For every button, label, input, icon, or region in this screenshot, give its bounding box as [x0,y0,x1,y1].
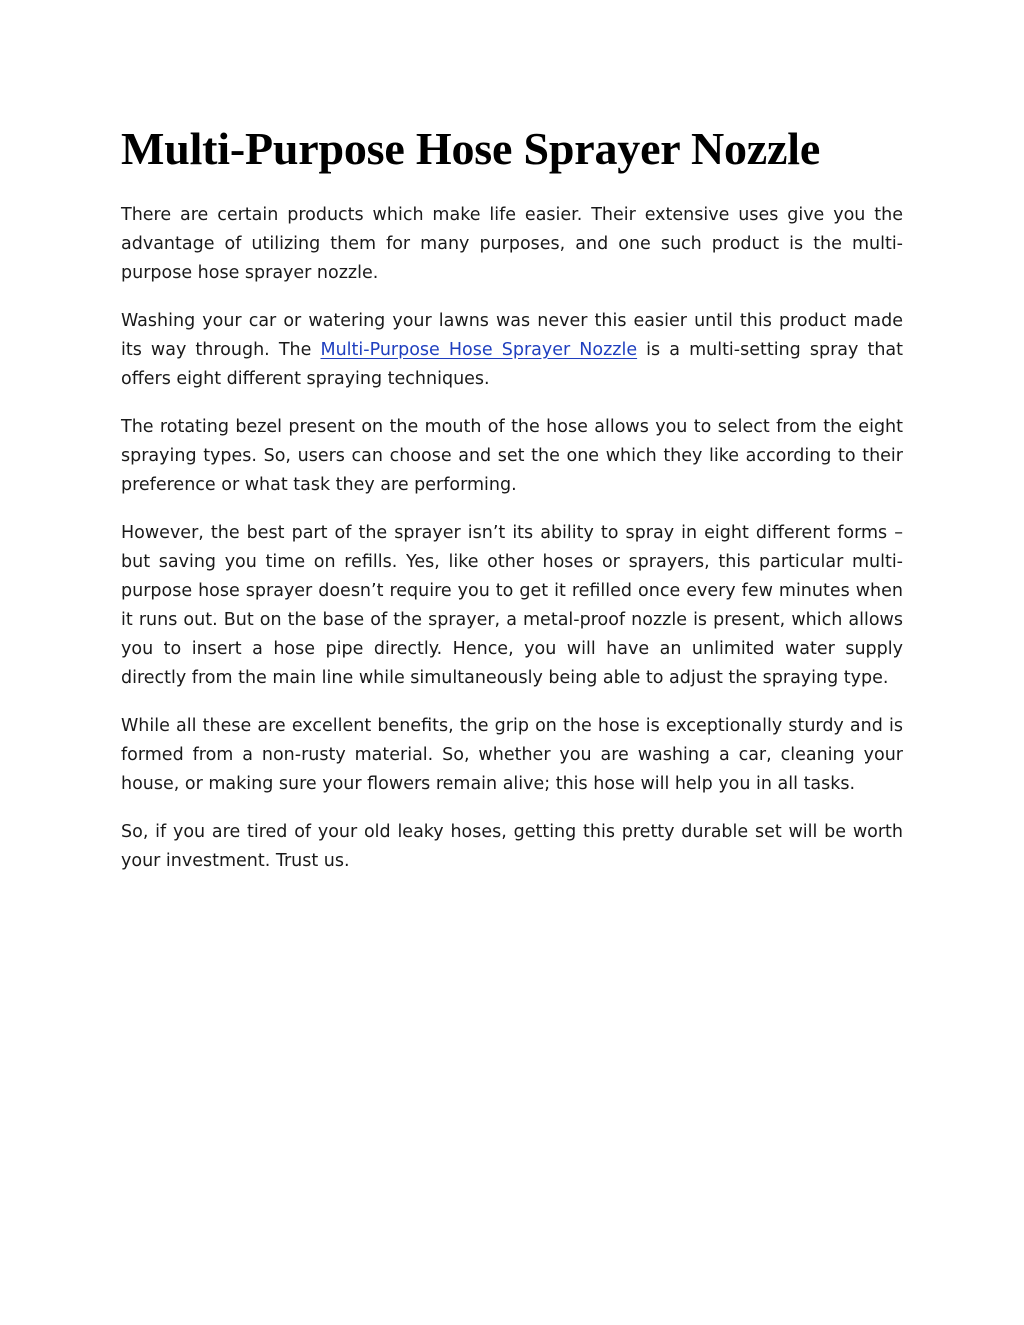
paragraph-conclusion: So, if you are tired of your old leaky hoses, getting this pretty durable set will be worth your investment. Trust us. [121,822,903,871]
product-link[interactable]: Multi-Purpose Hose Sprayer Nozzle [320,340,638,360]
paragraph-grip: While all these are excellent benefits, the grip on the hose is exceptionally sturdy and is formed from a non-rusty material. So, whether you are washing a car, cleaning your house, or making sure your flowers remain alive; this hose will help you in all tasks. [121,716,903,794]
paragraph-bezel: The rotating bezel present on the mouth of the hose allows you to select from the eight spraying types. So, users can choose and set the one which they like according to their preference or what task they are performing. [121,417,903,495]
page-title: Multi-Purpose Hose Sprayer Nozzle [121,123,821,174]
document-page [121,118,903,895]
paragraph-washing [121,307,903,394]
paragraph-intro: There are certain products which make life easier. Their extensive uses give you the advantage of utilizing them for many purposes, and one such product is the multi-purpose hose sprayer nozzle. [121,205,903,283]
paragraph-refills: However, the best part of the sprayer isn’t its ability to spray in eight different forms – but saving you time on refills. Yes, like other hoses or sprayers, this particular multi-purpose hose sprayer doesn’t require you to get it refilled once every few minutes when it runs out. But on the base of the sprayer, a metal-proof nozzle is present, which allows you to insert a hose pipe directly. Hence, you will have an unlimited water supply directly from the main line while simultaneously being able to adjust the spraying type. [121,523,903,688]
paragraph-washing-text-after: is a multi-setting spray that offers eight different spraying techniques. [121,340,904,389]
paragraph-washing-text-before: Washing your car or watering your lawns was never this easier until this product made its way through. The [121,311,903,360]
